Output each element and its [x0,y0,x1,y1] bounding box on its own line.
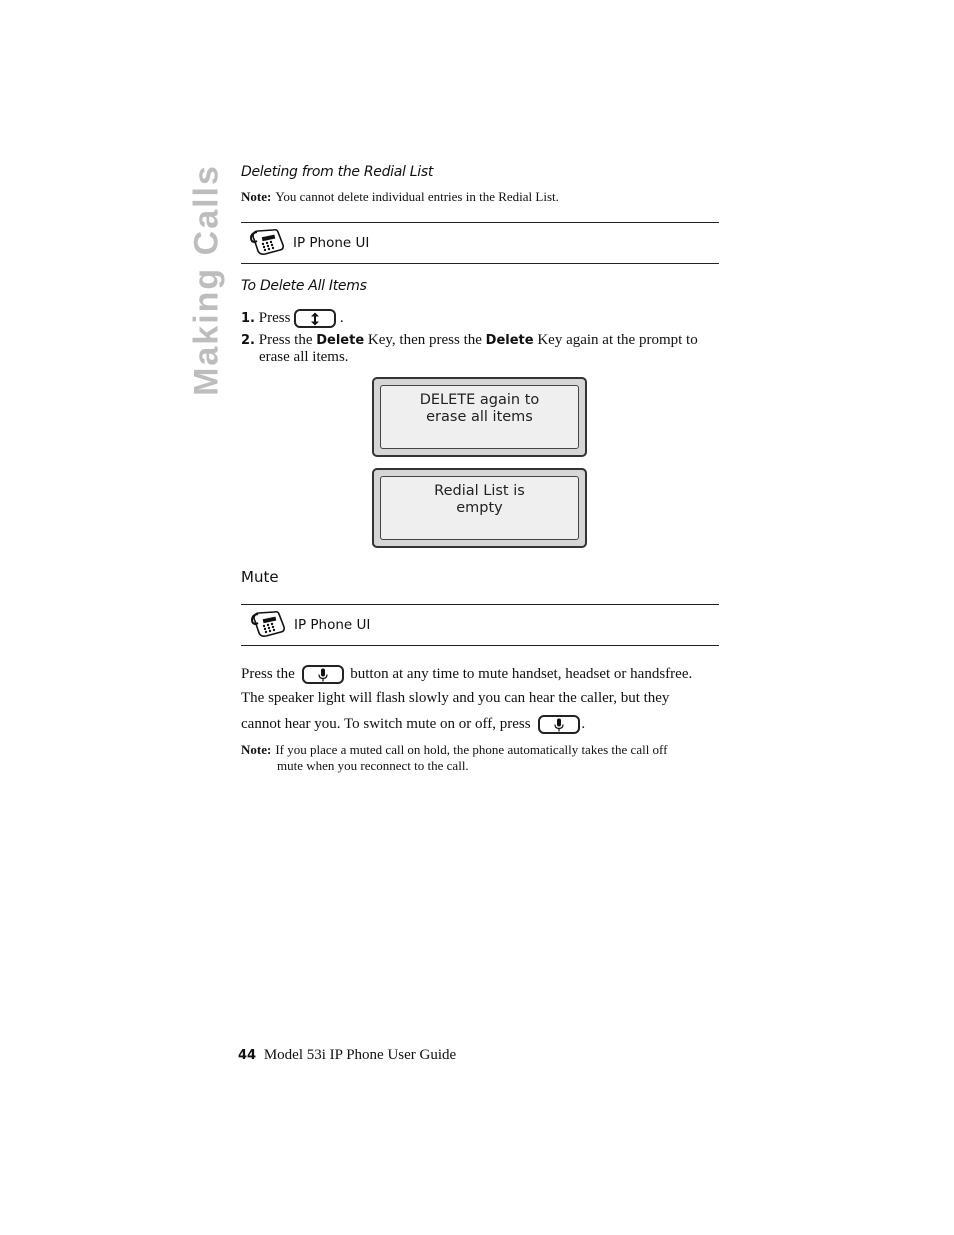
section-heading-mute: Mute [241,568,279,586]
subheading-delete-all: To Delete All Items [241,278,367,294]
delete-keyword: Delete [316,333,365,348]
lcd-line: Redial List is [434,483,525,499]
note-label: Note: [241,742,272,757]
note-text: If you place a muted call on hold, the phone automatically takes the call off [275,742,668,757]
step-number: 1. [241,311,255,326]
lcd-line: empty [456,500,503,516]
desk-phone-icon [249,610,287,640]
divider-top [241,604,719,605]
step-2 [241,332,721,365]
ip-phone-ui-label: IP Phone UI [293,235,370,251]
step-text: Press the [258,332,313,348]
chapter-side-title [187,164,226,396]
mute-paragraph [241,662,731,736]
mute-key-icon [302,665,344,684]
divider-bottom [241,645,719,646]
note-text: You cannot delete individual entries in the Redial List. [275,189,559,204]
step-text-end: . [339,310,344,326]
paragraph-text: Press the [241,666,295,682]
divider-bottom [241,263,719,264]
lcd-display [380,385,579,449]
delete-keyword: Delete [485,333,534,348]
note-text: mute when you reconnect to the call. [277,758,469,773]
lcd-screen-empty [372,468,587,548]
step-text-continued: erase all items. [259,349,349,365]
redial-key-icon [294,309,336,328]
section-heading-redial: Deleting from the Redial List [241,164,434,180]
ip-phone-ui-label: IP Phone UI [294,617,371,633]
footer-title: Model 53i IP Phone User Guide [263,1047,457,1063]
paragraph-text: cannot hear you. To switch mute on or off, press [241,716,531,732]
mute-key-icon [538,715,580,734]
step-1 [241,306,344,331]
step-text: Press [258,310,291,326]
lcd-line: erase all items [426,409,533,425]
paragraph-text: button at any time to mute handset, headset or handsfree. [350,666,693,682]
lcd-screen-delete-prompt [372,377,587,457]
page-number: 44 [238,1048,257,1063]
page-footer [238,1047,456,1064]
note-redial [241,188,559,206]
divider-top [241,222,719,223]
step-text: Key, then press the [367,332,482,348]
desk-phone-icon [248,228,286,258]
lcd-line: DELETE again to [419,392,540,408]
lcd-display [380,476,579,540]
note-label: Note: [241,189,272,204]
paragraph-text: The speaker light will flash slowly and you can hear the caller, but they [241,690,670,706]
note-mute [241,742,721,774]
step-text: Key again at the prompt to [537,332,698,348]
chapter-side-title-text: Making Calls [187,164,226,396]
step-number: 2. [241,333,255,348]
paragraph-text: . [581,716,586,732]
